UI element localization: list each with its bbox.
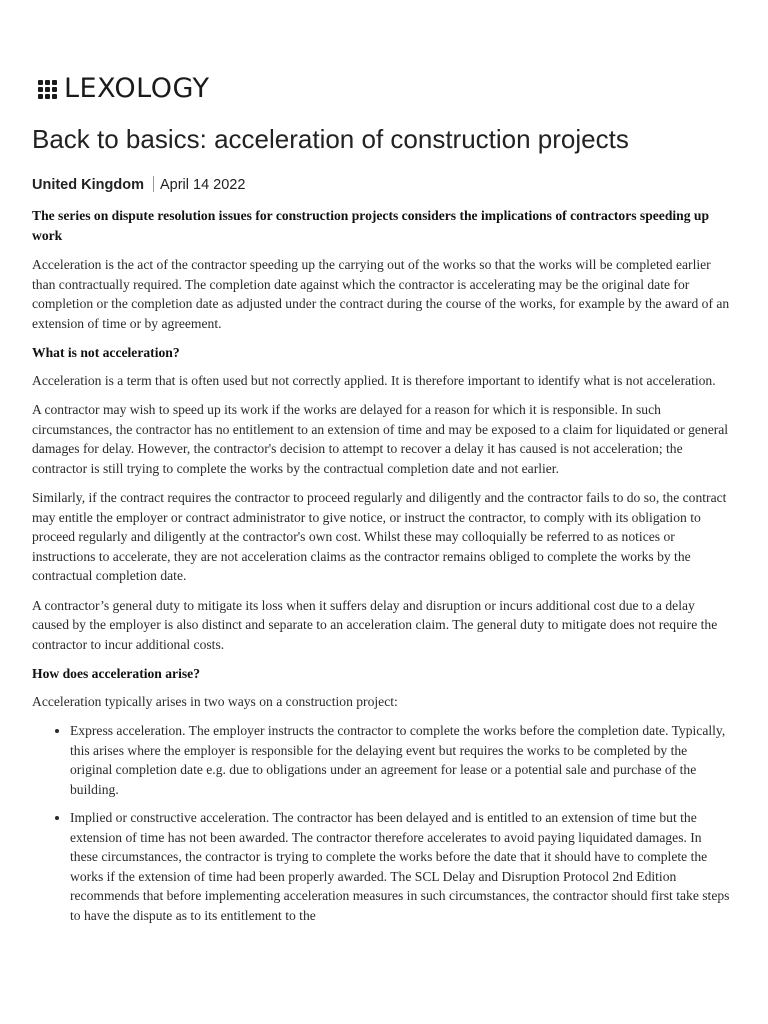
meta-divider	[153, 176, 154, 192]
article-title: Back to basics: acceleration of construction projects	[32, 124, 629, 154]
heading-how-acceleration-arises: How does acceleration arise?	[32, 666, 200, 681]
logo-text: LEXOLOGY	[64, 73, 210, 104]
paragraph-5: A contractor’s general duty to mitigate its loss when it suffers delay and disruption or incurs additional cost due to a delay caused by the employer is also distinct and separate to an acceleration claim. The general duty to mitigate does not require the contractor to incur additional costs.	[32, 597, 718, 652]
list-item: • Implied or constructive acceleration. The contractor has been delayed and is entitled to an extension of time but the extension of time has not been awarded. The contractor therefore accelerates to avoid paying liquidated damages. In these circumstances, the contractor is trying to complete the works before the date that it should have to complete the works if the extension of time had been properly awarded. The SCL Delay and Disruption Protocol 2nd Edition recommends that before implementing acceleration measures in such circumstances, the contractor should first take steps to have the dispute as to its entitlement to the	[70, 808, 732, 925]
acceleration-types-list	[32, 721, 732, 925]
paragraph-1: Acceleration is the act of the contractor speeding up the carrying out of the works so that the works will be completed earlier than contractually required. The completion date against which the contractor is accelerating may be the original date for completion or the completion date as adjusted under the contract during the course of the works, for example by the award of an extension of time or by agreement.	[32, 257, 730, 331]
article-intro: The series on dispute resolution issues for construction projects considers the implications of contractors speeding up work	[32, 208, 710, 243]
list-item: • Express acceleration. The employer instructs the contractor to complete the works before the completion date. Typically, this arises where the employer is responsible for the delaying event but requires the works to be completed by the original completion date e.g. due to obligations under an agreement for lease or a potential sale and purchase of the building.	[70, 721, 732, 799]
paragraph-2: Acceleration is a term that is often used but not correctly applied. It is therefore important to identify what is not acceleration.	[32, 372, 716, 388]
paragraph-3: A contractor may wish to speed up its work if the works are delayed for a reason for which it is responsible. In such circumstances, the contractor has no entitlement to an extension of time and may be exposed to a claim for liquidated or general damages for delay. However, the contractor's decision to attempt to recover a delay it has caused is not acceleration; the contractor is still trying to complete the works by the contractual completion date and not earlier.	[32, 402, 729, 476]
paragraph-6: Acceleration typically arises in two ways on a construction project:	[32, 693, 398, 709]
jurisdiction-link[interactable]: United Kingdom	[32, 177, 144, 193]
logo-dots-icon	[38, 80, 57, 99]
publish-date: April 14 2022	[159, 177, 246, 193]
heading-not-acceleration: What is not acceleration?	[32, 345, 180, 360]
article-body	[32, 206, 732, 934]
paragraph-4: Similarly, if the contract requires the contractor to proceed regularly and diligently and the contractor fails to do so, the contract may entitle the employer or contract administrator to give notice, or instruct the contractor, to comply with its obligation to proceed regularly and diligently at the contractor's own cost. Whilst these may colloquially be referred to as notices or instructions to accelerate, they are not acceleration claims as the contractor remains obliged to complete the works by the contractual completion date.	[32, 490, 727, 583]
lexology-logo[interactable]	[38, 74, 210, 104]
article-meta	[32, 176, 245, 194]
